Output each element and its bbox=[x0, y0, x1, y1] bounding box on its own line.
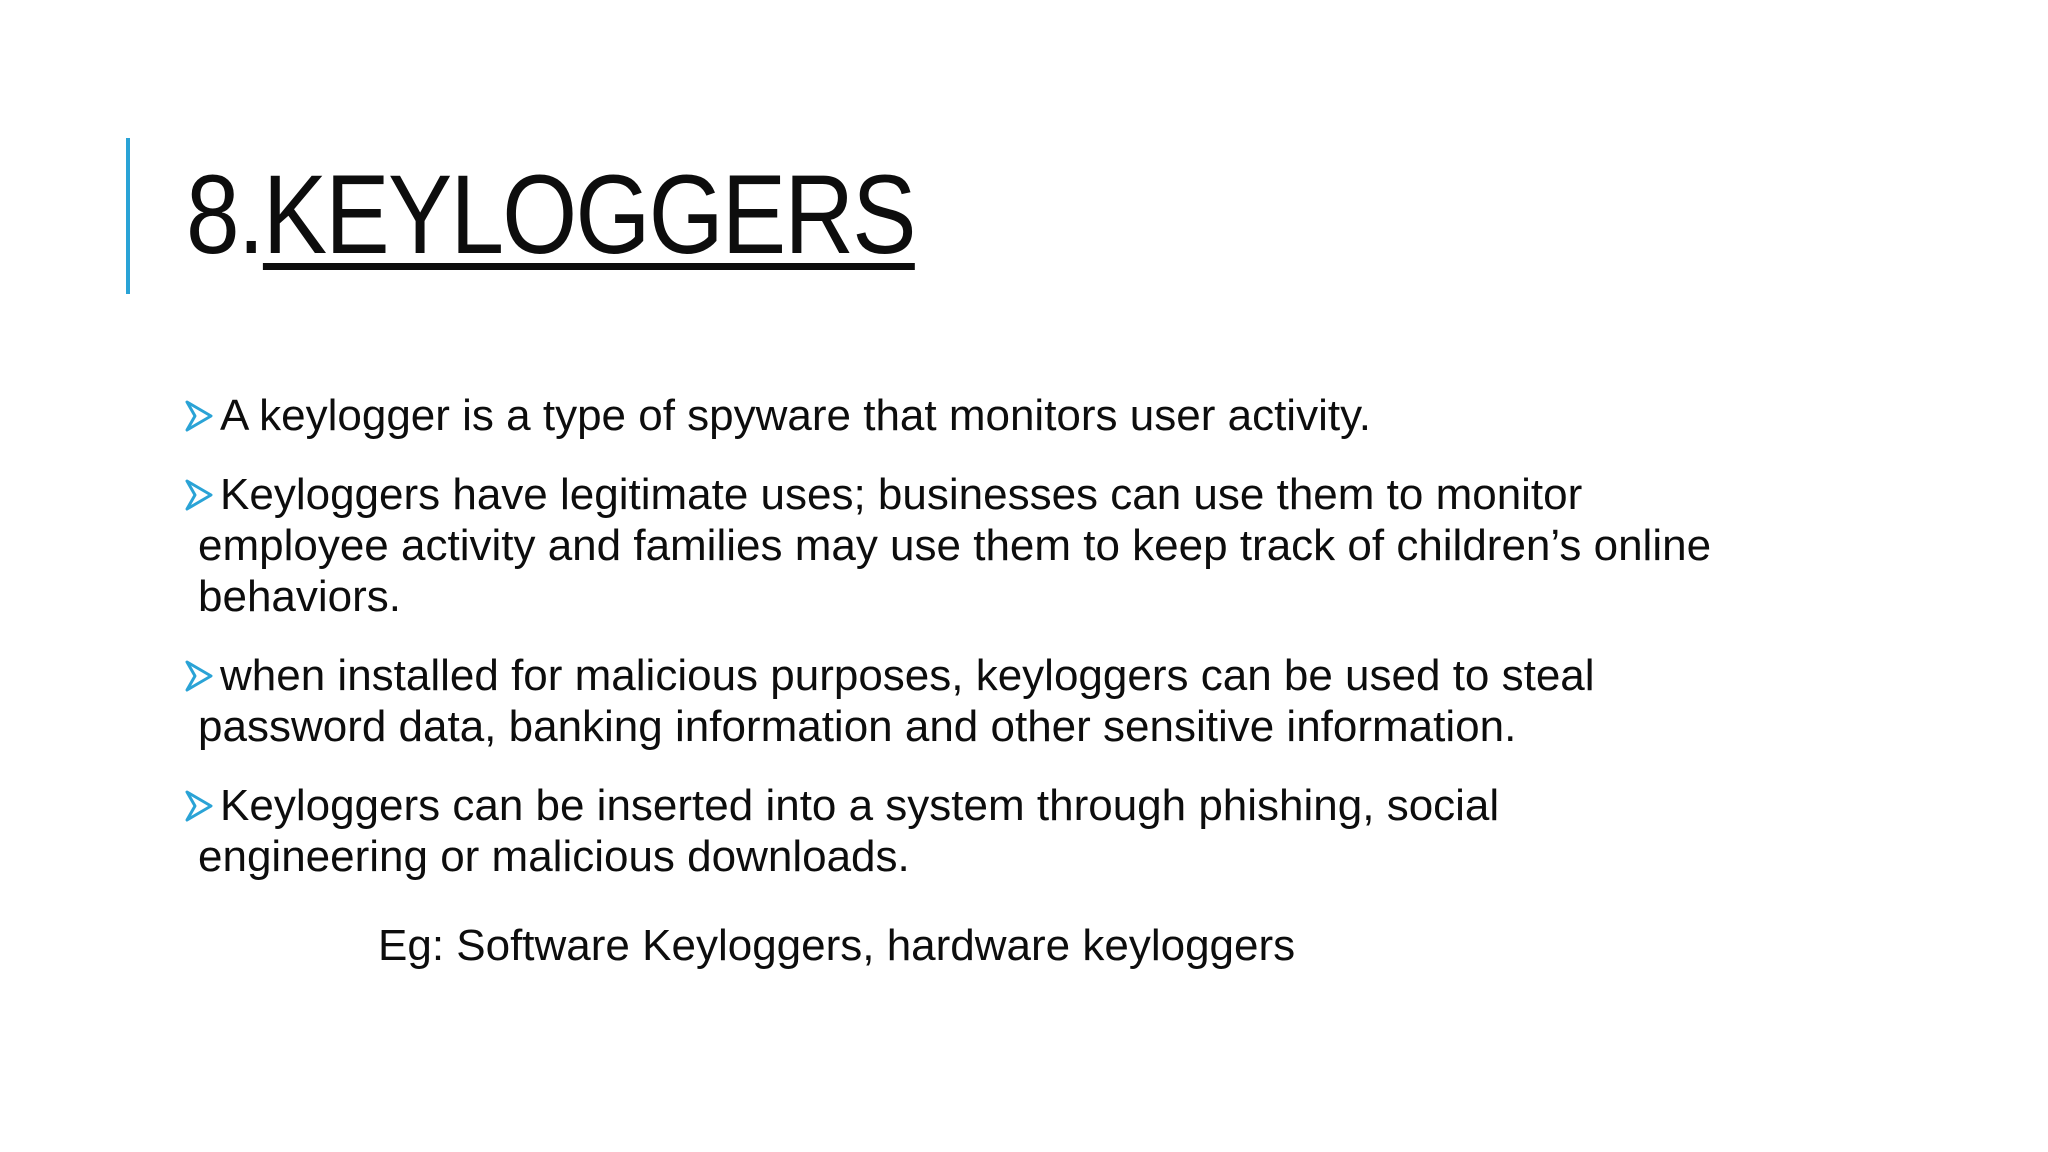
title-accent-rule bbox=[126, 138, 130, 294]
title-number: 8. bbox=[186, 152, 263, 277]
bullet-list bbox=[180, 390, 1740, 910]
bullet-text: Keyloggers have legitimate uses; businesses can use them to monitor employee activity and families may use them to keep track of children’s online behaviors. bbox=[198, 470, 1712, 621]
bullet-text: when installed for malicious purposes, keyloggers can be used to steal password data, banking information and other sensitive information. bbox=[198, 651, 1595, 751]
bullet-item bbox=[180, 390, 1740, 441]
example-line: Eg: Software Keyloggers, hardware keyloggers bbox=[378, 921, 1296, 970]
bullet-item bbox=[180, 780, 1740, 882]
bullet-text: A keylogger is a type of spyware that monitors user activity. bbox=[220, 391, 1372, 440]
bullet-item bbox=[180, 469, 1740, 622]
arrow-bullet-icon bbox=[184, 788, 214, 824]
arrow-bullet-icon bbox=[184, 658, 214, 694]
slide-title bbox=[186, 150, 915, 280]
title-text: KEYLOGGERS bbox=[262, 152, 915, 277]
arrow-bullet-icon bbox=[184, 398, 214, 434]
bullet-text: Keyloggers can be inserted into a system through phishing, social engineering or malicious downloads. bbox=[198, 781, 1500, 881]
arrow-bullet-icon bbox=[184, 477, 214, 513]
bullet-item bbox=[180, 650, 1740, 752]
